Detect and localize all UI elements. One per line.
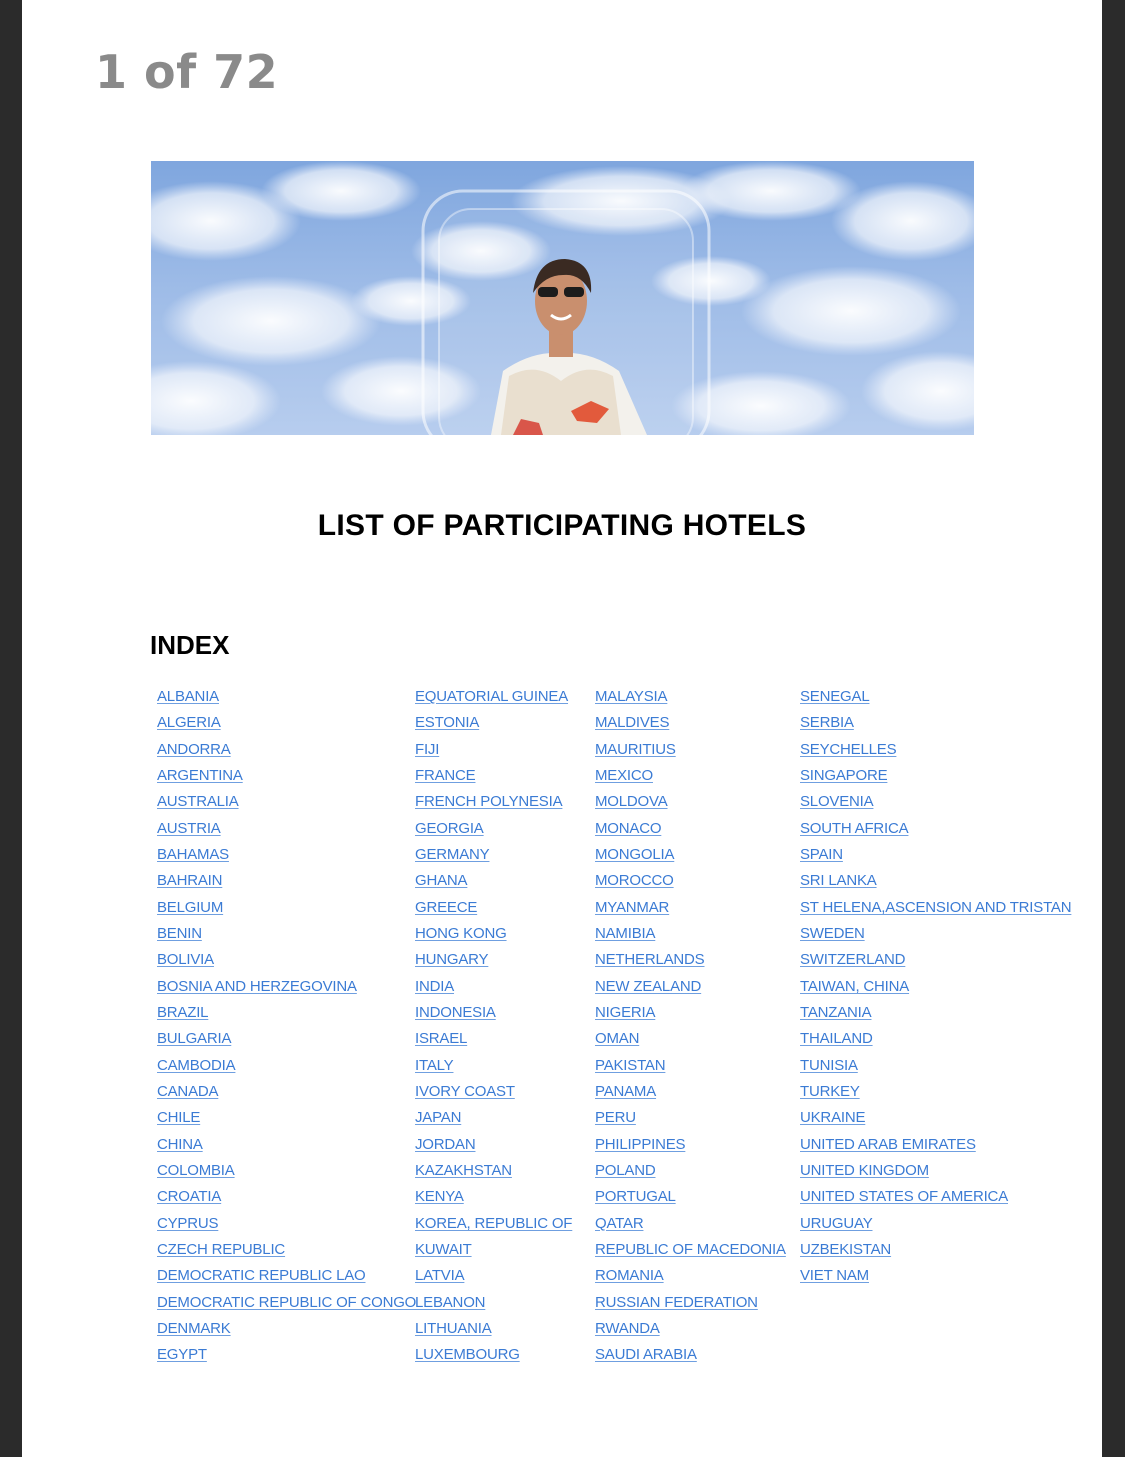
country-link[interactable]: BAHAMAS: [157, 845, 229, 863]
country-link[interactable]: ROMANIA: [595, 1267, 664, 1285]
country-link[interactable]: BRAZIL: [157, 1003, 209, 1021]
country-link[interactable]: MOROCCO: [595, 872, 674, 890]
index-list-item: [415, 684, 572, 710]
country-link[interactable]: BOSNIA AND HERZEGOVINA: [157, 977, 357, 995]
country-link[interactable]: MALAYSIA: [595, 688, 668, 705]
index-column-2: [415, 684, 572, 1369]
index-list-item: [157, 1211, 416, 1237]
country-link[interactable]: SOUTH AFRICA: [800, 819, 909, 837]
index-list-item: [595, 1105, 786, 1131]
index-list-item: [157, 1026, 416, 1052]
index-list-item: [415, 895, 572, 921]
index-list-item: [415, 816, 572, 842]
index-list-item: [157, 1079, 416, 1105]
country-link[interactable]: MOLDOVA: [595, 793, 668, 811]
index-list-item: [415, 1211, 572, 1237]
country-link[interactable]: UZBEKISTAN: [800, 1240, 892, 1258]
country-link[interactable]: RUSSIAN FEDERATION: [595, 1293, 758, 1311]
country-link[interactable]: UNITED KINGDOM: [800, 1161, 929, 1179]
index-list-item: [595, 816, 786, 842]
index-list-item: [800, 763, 1071, 789]
index-heading: INDEX: [150, 630, 230, 660]
page-indicator: 1 of 72: [95, 45, 279, 99]
index-list-item: [415, 1079, 572, 1105]
country-link[interactable]: SAUDI ARABIA: [595, 1346, 697, 1364]
country-link[interactable]: KENYA: [415, 1188, 464, 1206]
country-link[interactable]: CHINA: [157, 1135, 203, 1153]
country-link[interactable]: LITHUANIA: [415, 1319, 492, 1337]
country-link[interactable]: DEMOCRATIC REPUBLIC OF CONGO: [157, 1293, 417, 1311]
index-list-item: [800, 947, 1071, 973]
index-list-item: [415, 842, 572, 868]
country-link[interactable]: DENMARK: [157, 1319, 231, 1337]
index-list-item: [415, 1290, 572, 1316]
index-list-item: [595, 1158, 786, 1184]
index-list-item: [800, 710, 1071, 736]
country-link[interactable]: JORDAN: [415, 1135, 476, 1153]
country-link[interactable]: MEXICO: [595, 766, 653, 784]
index-list-item: [157, 737, 416, 763]
country-link[interactable]: HONG KONG: [415, 924, 507, 942]
index-list-item: [595, 1000, 786, 1026]
country-link[interactable]: RWANDA: [595, 1319, 660, 1337]
hero-banner-image: [151, 161, 974, 435]
country-link[interactable]: GHANA: [415, 872, 468, 890]
country-link[interactable]: CYPRUS: [157, 1214, 219, 1232]
country-link[interactable]: REPUBLIC OF MACEDONIA: [595, 1240, 786, 1258]
index-list-item: [157, 684, 416, 710]
index-list-item: [800, 1237, 1071, 1263]
country-link[interactable]: SWITZERLAND: [800, 951, 906, 969]
country-link[interactable]: KOREA, REPUBLIC OF: [415, 1214, 573, 1232]
index-list-item: [415, 1158, 572, 1184]
index-column-4: [800, 684, 1071, 1290]
country-link[interactable]: SERBIA: [800, 714, 854, 732]
country-link[interactable]: POLAND: [595, 1161, 656, 1179]
index-list-item: [415, 710, 572, 736]
index-list-item: [800, 737, 1071, 763]
index-list-item: [157, 1184, 416, 1210]
country-link[interactable]: JAPAN: [415, 1109, 462, 1127]
country-link[interactable]: CHILE: [157, 1109, 201, 1127]
index-list-item: [415, 1000, 572, 1026]
index-list-item: [157, 842, 416, 868]
country-link[interactable]: ITALY: [415, 1056, 454, 1074]
index-list-item: [157, 1053, 416, 1079]
document-page: [22, 0, 1102, 1457]
country-link[interactable]: GERMANY: [415, 845, 490, 863]
index-list-item: [800, 1105, 1071, 1131]
index-list-item: [800, 1211, 1071, 1237]
index-list-item: [800, 684, 1071, 710]
index-list-item: [800, 1000, 1071, 1026]
index-list-item: [415, 947, 572, 973]
index-list-item: [157, 763, 416, 789]
country-link[interactable]: MYANMAR: [595, 898, 670, 916]
country-link[interactable]: ST HELENA,ASCENSION AND TRISTAN: [800, 898, 1072, 916]
index-list-item: [157, 1342, 416, 1368]
index-list-item: [157, 868, 416, 894]
country-link[interactable]: SWEDEN: [800, 924, 865, 942]
index-list-item: [595, 1290, 786, 1316]
country-link[interactable]: ALGERIA: [157, 714, 221, 732]
index-list-item: [595, 789, 786, 815]
country-link[interactable]: CANADA: [157, 1082, 219, 1100]
index-list-item: [415, 1105, 572, 1131]
country-link[interactable]: INDIA: [415, 977, 455, 995]
country-link[interactable]: UNITED STATES OF AMERICA: [800, 1188, 1008, 1206]
country-link[interactable]: LUXEMBOURG: [415, 1346, 520, 1364]
country-link[interactable]: ESTONIA: [415, 714, 480, 732]
index-list-item: [157, 974, 416, 1000]
country-link[interactable]: NAMIBIA: [595, 924, 656, 942]
index-list-item: [595, 1026, 786, 1052]
index-list-item: [800, 895, 1071, 921]
index-list-item: [415, 1184, 572, 1210]
country-link[interactable]: ISRAEL: [415, 1030, 468, 1048]
country-link[interactable]: FRENCH POLYNESIA: [415, 793, 563, 811]
index-list-item: [415, 737, 572, 763]
index-list-item: [595, 1184, 786, 1210]
document-title: LIST OF PARTICIPATING HOTELS: [317, 509, 807, 542]
index-list-item: [595, 895, 786, 921]
index-list-item: [157, 1290, 416, 1316]
country-link[interactable]: PAKISTAN: [595, 1056, 666, 1074]
index-list-item: [595, 921, 786, 947]
country-link[interactable]: NEW ZEALAND: [595, 977, 702, 995]
index-list-item: [157, 1132, 416, 1158]
index-list-item: [595, 1132, 786, 1158]
index-list-item: [800, 1132, 1071, 1158]
country-link[interactable]: SPAIN: [800, 845, 843, 863]
index-list-item: [800, 974, 1071, 1000]
country-link[interactable]: EGYPT: [157, 1346, 207, 1364]
index-list-item: [595, 1079, 786, 1105]
index-list-item: [157, 1237, 416, 1263]
index-list-item: [157, 921, 416, 947]
index-list-item: [800, 1184, 1071, 1210]
country-link[interactable]: PERU: [595, 1109, 636, 1127]
country-link[interactable]: TAIWAN, CHINA: [800, 977, 910, 995]
sky-photo-illustration: [151, 161, 974, 435]
country-link[interactable]: MAURITIUS: [595, 740, 676, 758]
index-list-item: [157, 947, 416, 973]
index-list-item: [157, 1263, 416, 1289]
country-link[interactable]: AUSTRALIA: [157, 793, 239, 811]
index-list-item: [800, 1263, 1071, 1289]
index-list-item: [595, 947, 786, 973]
index-list-item: [800, 816, 1071, 842]
country-link[interactable]: GEORGIA: [415, 819, 484, 837]
index-list-item: [800, 789, 1071, 815]
country-link[interactable]: AUSTRIA: [157, 819, 221, 837]
country-link[interactable]: LEBANON: [415, 1293, 486, 1311]
country-link[interactable]: SRI LANKA: [800, 872, 877, 890]
country-link[interactable]: EQUATORIAL GUINEA: [415, 688, 569, 705]
index-list-item: [595, 684, 786, 710]
country-link[interactable]: IVORY COAST: [415, 1082, 515, 1100]
country-link[interactable]: TUNISIA: [800, 1056, 858, 1074]
index-list-item: [595, 868, 786, 894]
country-link[interactable]: LATVIA: [415, 1267, 465, 1285]
index-list-item: [415, 921, 572, 947]
country-link[interactable]: ARGENTINA: [157, 766, 243, 784]
index-list-item: [415, 1053, 572, 1079]
country-link[interactable]: URUGUAY: [800, 1214, 873, 1232]
index-list-item: [800, 842, 1071, 868]
index-list-item: [595, 710, 786, 736]
index-list-item: [415, 1237, 572, 1263]
index-list-item: [157, 816, 416, 842]
index-list-item: [415, 1026, 572, 1052]
index-list-item: [415, 1316, 572, 1342]
index-list-item: [800, 1053, 1071, 1079]
index-list-item: [157, 1316, 416, 1342]
index-list-item: [415, 868, 572, 894]
country-link[interactable]: BOLIVIA: [157, 951, 214, 969]
country-link[interactable]: SLOVENIA: [800, 793, 874, 811]
index-list-item: [800, 1079, 1071, 1105]
country-link[interactable]: COLOMBIA: [157, 1161, 235, 1179]
country-link[interactable]: SINGAPORE: [800, 766, 888, 784]
country-link[interactable]: KAZAKHSTAN: [415, 1161, 512, 1179]
index-list-item: [415, 1342, 572, 1368]
country-link[interactable]: FRANCE: [415, 766, 476, 784]
country-link[interactable]: DEMOCRATIC REPUBLIC LAO: [157, 1267, 366, 1285]
index-list-item: [157, 710, 416, 736]
country-link[interactable]: QATAR: [595, 1214, 644, 1232]
index-list-item: [415, 1132, 572, 1158]
country-link[interactable]: HUNGARY: [415, 951, 489, 969]
country-link[interactable]: INDONESIA: [415, 1003, 496, 1021]
country-link[interactable]: ALBANIA: [157, 688, 219, 705]
country-link[interactable]: FIJI: [415, 740, 440, 758]
country-link[interactable]: BELGIUM: [157, 898, 224, 916]
country-link[interactable]: GREECE: [415, 898, 478, 916]
country-link[interactable]: THAILAND: [800, 1030, 873, 1048]
index-list-item: [595, 763, 786, 789]
index-list-item: [157, 895, 416, 921]
index-column-1: [157, 684, 416, 1369]
index-list-item: [595, 974, 786, 1000]
index-list-item: [800, 868, 1071, 894]
country-link[interactable]: MONGOLIA: [595, 845, 675, 863]
country-link[interactable]: TURKEY: [800, 1082, 860, 1100]
index-list-item: [157, 1105, 416, 1131]
country-link[interactable]: ANDORRA: [157, 740, 231, 758]
index-list-item: [415, 974, 572, 1000]
index-list-item: [415, 789, 572, 815]
country-link[interactable]: OMAN: [595, 1030, 640, 1048]
index-list-item: [415, 763, 572, 789]
country-link[interactable]: BAHRAIN: [157, 872, 223, 890]
country-link[interactable]: SENEGAL: [800, 688, 870, 705]
country-link[interactable]: UNITED ARAB EMIRATES: [800, 1135, 976, 1153]
index-list-item: [157, 1000, 416, 1026]
country-link[interactable]: CROATIA: [157, 1188, 222, 1206]
index-list-item: [595, 1316, 786, 1342]
index-list-item: [595, 1053, 786, 1079]
country-link[interactable]: VIET NAM: [800, 1267, 869, 1285]
index-list-item: [595, 737, 786, 763]
country-link[interactable]: PORTUGAL: [595, 1188, 676, 1206]
country-link[interactable]: MALDIVES: [595, 714, 670, 732]
country-link[interactable]: BULGARIA: [157, 1030, 232, 1048]
country-link[interactable]: NIGERIA: [595, 1003, 656, 1021]
country-link[interactable]: BENIN: [157, 924, 202, 942]
index-list-item: [595, 1211, 786, 1237]
index-list-item: [595, 842, 786, 868]
index-list-item: [157, 1158, 416, 1184]
country-link[interactable]: CZECH REPUBLIC: [157, 1240, 286, 1258]
country-link[interactable]: UKRAINE: [800, 1109, 866, 1127]
index-list-item: [157, 789, 416, 815]
index-list-item: [800, 1158, 1071, 1184]
index-list-item: [595, 1342, 786, 1368]
country-link[interactable]: SEYCHELLES: [800, 740, 897, 758]
index-list-item: [800, 921, 1071, 947]
index-column-3: [595, 684, 786, 1369]
index-list-item: [415, 1263, 572, 1289]
country-link[interactable]: PHILIPPINES: [595, 1135, 686, 1153]
country-link[interactable]: NETHERLANDS: [595, 951, 705, 969]
country-link[interactable]: KUWAIT: [415, 1240, 472, 1258]
index-list-item: [595, 1237, 786, 1263]
country-link[interactable]: PANAMA: [595, 1082, 657, 1100]
index-list-item: [800, 1026, 1071, 1052]
index-list-item: [595, 1263, 786, 1289]
country-link[interactable]: MONACO: [595, 819, 662, 837]
country-link[interactable]: CAMBODIA: [157, 1056, 236, 1074]
country-link[interactable]: TANZANIA: [800, 1003, 872, 1021]
